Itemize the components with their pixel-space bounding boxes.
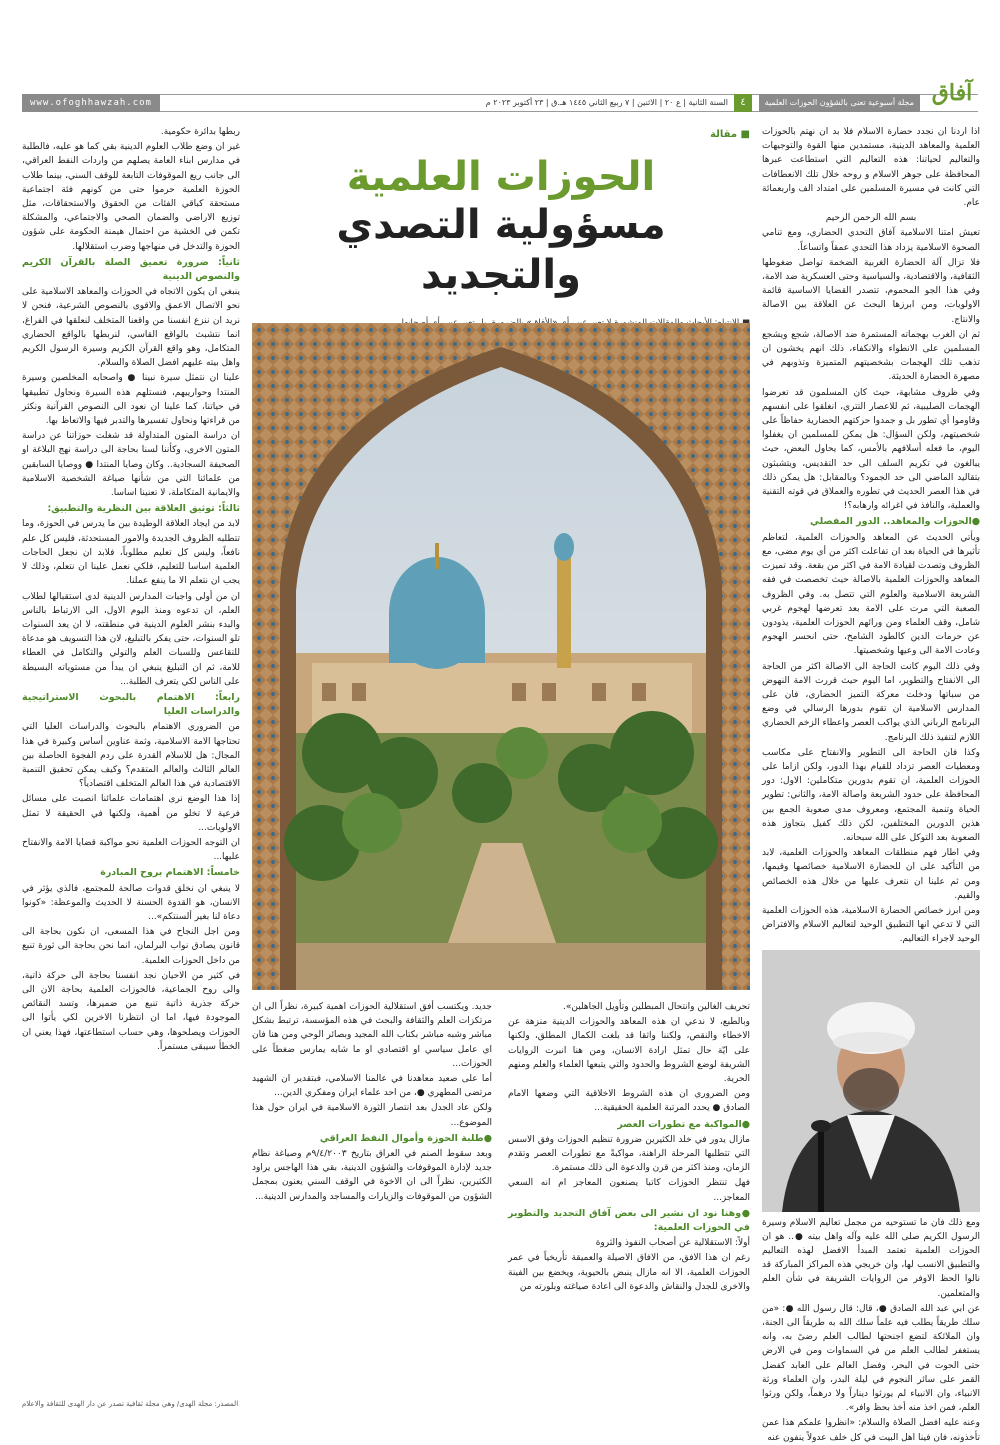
author-portrait [762, 950, 980, 1212]
paragraph: اذا اردنا ان نجدد حضارة الاسلام فلا بد ان نهتم بالحوزات العلمية والمعاهد الدينية، مستمدين منها القوة والتوجيهات والتعاليم لحياتنا: هذه التعاليم التي استطاعت عبرها المحافظة على جوهر الاسلام و روحه خلال تلك الانعطافات التي كانت في مسيرة المسلمين على امتداد الف واربعمائة عام. [762, 127, 980, 209]
paragraph: مازال يدور في خلد الكثيرين ضرورة تنظيم الحوزات وفق الاسس التي تتطلبها المرحلة الراهنة، مواكبةً مع تطورات العصر وتقدم الزمان، ومنذ اكثر من قرن والدعوة الى ذلك مستمرة. [508, 1134, 750, 1174]
paragraph: ومن الضروري ان هذه الشروط الاخلاقية التي وضعها الامام الصادق ● يحدد المرتبة العلمية الحقيقية... [508, 1089, 750, 1114]
paragraph: ينبغي ان يكون الاتجاه في الحوزات والمعاهد الاسلامية على نحو الاتصال الاعمق والاقوى بالنصوص الشرعية، فنحن لا نريد ان ننزع انفسنا من واقعنا المتخلف لنعلقها في الفراغ، انما نتشبث بالواقع القاسي، لنربطها بالواقع الحضاري المتكامل، وهو واقع القرآن الكريم وسيرة الرسول الكريم واهل بيته عليهم افضل الصلاة والسلام. [22, 287, 240, 369]
paragraph: لابد من ايجاد العلاقة الوطيدة بين ما يدرس في الحوزة، وما تتطلبه الظروف الجديدة والامور المستحدثة، فليس كل علم نافعاً، وليس كل تعليم مطلوباً، فلابد ان نجعل الحاجات العلمية اساسا للتعليم، فلكي نعمل علينا ان نتعلم، وذلك لا يجب ان نتعلم الا ما ينفع عملنا. [22, 519, 240, 587]
magazine-logo[interactable]: آفاق [931, 80, 973, 106]
portrait-image [762, 950, 980, 1212]
paragraph: تحريف الغالين وانتحال المبطلين وتأويل الجاهلين». [562, 1002, 750, 1012]
section-heading: ثانياً: ضرورة تعميق الصلة بالقرآن الكريم والنصوص الدينية [22, 256, 240, 283]
section-heading: رابعاً: الاهتمام بالبحوث الاستراتيجية والدراسات العليا [22, 691, 240, 718]
paragraph: وبالطبع، لا ندعي ان هذه المعاهد والحوزات الدينية منزهة عن الاخطاء والنقص، ولكننا واثقا قد بلغت الكمال المطلق، ولكنها على ايّة حال تمثل ارادة الانسان، ومن هنا انبرت الروايات الشريفة لوضع الشروط والحدود والتي يتبعها العلماء والعلم ومنهم الحرية. [508, 1017, 750, 1085]
section-heading: ثالثاً: توثيق العلاقة بين النظرية والتطبيق: [47, 503, 240, 515]
paragraph: غير ان وضع طلاب العلوم الدينية بقي كما هو عليه، فالطلبة في مدارس ابناء العامة يصلهم من واردات النفط العراقي، الى جانب ريع الموقوفات التابعة للوقف السني، بينما طلاب الحوزة العلمية حرموا حتى من كونهم فئة اجتماعية مستحقة كباقي الفئات من الحقوق والاستحقاقات، مثل توزيع الاراضي والضمان الصحي والاجتماعي، والمشكلة تكمن في الخشية من احتمال هيمنة الحكومة على شؤون الحوزة والتدخل في منهاجها وضرب استقلالها. [22, 142, 240, 252]
section-heading: ●المواكبة مع تطورات العصر [617, 1118, 750, 1130]
paragraph: وفي اطار فهم منطلقات المعاهد والحوزات العلمية، لابد من التأكيد على ان للحضارة الاسلامية خصائصها وقيمها، ومن ثم علينا ان نتعرف عليها من خلال هذه الخصائص والقيم. [762, 848, 980, 901]
paragraph: رغم ان هذا الافق، من الافاق الاصيلة والعميقة تأريخياً في عمر الحوزات العلمية، الا انه مازال ينبض بالحيوية، ويخضع بين الفينة والاخرى للجدل والنقاش والدعوة الى اعادة صياغته وبلورته من [508, 1253, 750, 1292]
article-title-line1: الحوزات العلمية [346, 154, 656, 200]
section-heading: ●وهنا نود ان نشير الى بعض آفاق التجديد والتطوير في الحوزات العلمية: [508, 1207, 750, 1234]
section-heading: خامساً: الاهتمام بروح المبادرة [100, 867, 240, 879]
article-kicker: ■ مقالة [710, 129, 750, 140]
paragraph: ويأتي الحديث عن المعاهد والحوزات العلمية، لتعاظم تأثيرها في الحياة بعد ان تفاعلت اكثر من أي يوم مضى، مع الظروف وتصدت لقيادة الامة في اكثر من بقعة. وقد تميزت المعاهد والحوزات العلمية بالاصالة حيث تخصصت في فقه الشريعة الاسلامية والعلوم التي تتصل به. وفي الظروف الصعبة التي مرت على الامة بعد تعرضها لهجوم غربي شامل، وقف العلماء ومن ورائهم الحوزات العلمية، يذودون عن حرمات الدين كالطود الشامخ، حتى انحسر الهجوم وعادت الامة الى وعيها وشخصيتها. [762, 532, 980, 657]
article-column-mid-left [252, 1000, 492, 1412]
website-link[interactable]: www.ofoghhawzah.com [22, 94, 160, 112]
paragraph: فلا تزال آلة الحضارة الغربية الضخمة تواصل ضغوطها الثقافية، والاقتصادية، والسياسية وحتى العسكرية ضد الامة، وفي هذا الجو المحموم، تتصدر القضايا الاساسية قائمة الاولويات، ومن ابرزها البحث عن العلاقة بين الاصالة والانتاج. [762, 257, 980, 325]
magazine-tagline: مجلة أسبوعية تعنى بالشؤون الحوزات العلمية [759, 94, 920, 112]
source-credit: المصدر: مجلة الهدى/ وهي مجلة ثقافية تصدر عن دار الهدى للثقافة والاعلام [22, 1400, 239, 1408]
paragraph: ان من أولى واجبات المدارس الدينية لدى استقبالها لطلاب العلم، ان تدعوه ومنذ اليوم الاول، الى الارتباط بالناس والبدء بنشر العلوم الدينية في منطقته، لا ان يعد السنوات تلو السنوات، حتى يفكر بالتبليغ، لان هذا التسويف هو مدعاة للتقاعس وللسبات العلم والتولي والتكامل في العطاء للامة، ثم ان التبليغ ينبغي ان يبدأ من مستوياته البسيطة على الناس لكي يتعرف الطلبة... [22, 591, 240, 687]
page-header [22, 82, 978, 116]
paragraph: ومن اجل النجاح في هذا المسعى، ان نكون بحاجة الى قانون يصادق نواب البرلمان، انما نحن بحاجة الى ثورة تنبع من داخل الحوزات العلمية. [22, 927, 240, 966]
paragraph: ثم ان الغرب بهجماته المستمرة ضد الاصالة، شجع ويشجع المسلمين على الانطواء والانكفاء، ذلك انهم يخشون ان تذهب تلك الهجمات بشخصيتهم المتميزة وتذوبهم في مصهرة الحضارة الحديثة. [762, 329, 980, 383]
article-title-line2: مسؤولية التصدي والتجديد [336, 202, 666, 298]
paragraph: وكذا فان الحاجة الى التطوير والانفتاح على مكاسب ومعطيات العصر تزداد للقيام بهذا الدور، ولكن ازاما على الحوزات العلمية، ان تقوم بدورين متكاملين: الاول: دور المحافظة على حدود الشريعة واصالة الامة، والثاني: تطوير الحياة وتنمية المجتمع، ومعروف مدى صعوبة الجمع بين هذين الدورين المختلفين، لكن ذلك كفيل بتجاوز هذه الصعوبة بعد التوكل على الله سبحانه. [762, 747, 980, 843]
article-column-left [22, 125, 240, 1410]
paragraph: لا ينبغي ان نخلق قدوات صالحة للمجتمع، فالذي يؤثر في الانسان، هو القدوة الحسنة لا الحديث والموعظة: «كونوا دعاة لنا بغير ألسنتكم»... [22, 883, 240, 922]
paragraph: أما على صعيد معاهدنا في عالمنا الاسلامي، فبتقدير ان الشهيد مرتضى المطهري ●، من احد علماء ايران ومفكري الدين... [252, 1074, 492, 1099]
article-column-mid-right [508, 1000, 750, 1412]
article-column-right [762, 125, 980, 1443]
paragraph: بسم الله الرحمن الرحيم [825, 213, 917, 224]
paragraph: إذا هذا الوضع نرى اهتمامات علمائنا انصبت على مسائل فرعية لا تخلو من أهمية، ولكنها في الحقيقة لا تمثل الاولويات... [22, 794, 240, 833]
paragraph: ولكن عاد الجدل بعد انتصار الثورة الاسلامية في ايران حول هذا الموضوع... [252, 1103, 492, 1128]
paragraph: ومع ذلك فان ما تستوحيه من مجمل تعاليم الاسلام وسيرة الرسول الكريم صلى الله عليه وآله واهل بيته ●.. هو ان الحوزات العلمية تعتمد المبدأ الافضل لهذه التعاليم والتطبيق الانسب لها، وان خريجي هذه المراكز المباركة قد نالوا الحظ الاوفر من الروايات الشريفة في شأن العلم والمتعلمين. [762, 1217, 980, 1299]
paragraph: ومن ابرز خصائص الحضارة الاسلامية، هذه الحوزات العلمية التي لا تدعي انها التطبيق الوحيد لتعاليم الاسلام والافتراض الوحيد لاجراء التعاليم. [762, 905, 980, 945]
page-number: ٤ [734, 94, 752, 112]
paragraph: تعيش امتنا الاسلامية آفاق التحدي الحضاري، ومع تنامي الصحوة الاسلامية يزداد هذا التحدي عمقاً واتساعاً. [762, 228, 980, 253]
paragraph: من الضروري الاهتمام بالبحوث والدراسات العليا التي تحتاجها الامة الاسلامية، وثمة عناوين أساس وكبيرة في هذا المجال: هل للاسلام القدرة على ردم الفجوة الحاصلة بين العالم الثالث والعالم المتقدم؟ وكيف يمكن تحقيق التنمية الاقتصادية في هذا العالم المتخلف اقتصادياً؟ [22, 722, 240, 790]
paragraph: أولاً: الاستقلالية عن أصحاب النفوذ والثروة [595, 1238, 750, 1249]
hawza-courtyard-photo [252, 323, 750, 990]
paragraph: فهل تنتظر الحوزات كاتبا يصنعون المعاجز ام انه السعي المعاجز... [508, 1178, 750, 1203]
paragraph: ربطها بدائرة حكومية. [160, 127, 240, 137]
paragraph: عن ابي عبد الله الصادق ●، قال: قال رسول الله ●: «من سلك طريقاً يطلب فيه علماً سلك الله به طريقاً الى الجنة، وان الملائكة لتضع اجنحتها لطالب العلم رضىً به، وانه يستغفر لطالب العلم من في السماوات ومن في الارض حتى الحوت في البحر، وفضل العالم على العابد كفضل القمر على سائر النجوم في ليلة البدر، وان العلماء ورثة الانبياء، وان الانبياء لم يورثوا ديناراً ولا درهماً، ولكن ورثوا العلم، فمن اخذ منه أخذ بحظ وافر». [762, 1303, 980, 1414]
section-heading: ●طلبة الحوزة وأموال النفط العراقي [319, 1132, 492, 1144]
paragraph: جديد. ويكتسب أفق استقلالية الحوزات اهمية كبيرة، نظراً الى ان مرتكزات العلم والثقافة والبحث في هذه المؤسسة، ترتبط بشكل مباشر وشبه مباشر بكتاب الله المجيد وبصائر الوحي ومن هنا فان اي عامل سياسي او اقتصادي او ما شابه يمارس ضغطاً على الحوزات... [252, 1002, 492, 1069]
paragraph: في كثير من الاحيان نجد انفسنا بحاجة الى حركة ذاتية، والى روح الجماعية، فالحوزات العلمية بحاجة الان الى حركة جذرية ذاتية تنبع من ضميرها، وتسد النقائص الموجودة فيها، اما ان انتظرنا الاخرين لكي يأتوا الى الحوزات ويصلحوها، وهي حساب استطاعتها، فهذا يعني ان الخطأ سيبقى مستمراً. [22, 970, 240, 1052]
issue-info: السنة الثانية | ع ٢٠ | الاثنين | ٧ ربيع الثاني ١٤٤٥ هـ.ق | ٢٣ أكتوبر ٢٠٢٣ م [485, 98, 728, 107]
paragraph: ان دراسة المتون المتداولة قد شغلت حوزاتنا عن دراسة المتون الاخرى، وكأننا لسنا بحاجة الى دراسة نهج البلاغة او الصحيفة السجادية.. وكان وصايا المنتدا ● ووصايا السابقين من علمائنا التي من شأنها صياغة الشخصية الاسلامية والايمانية المتكاملة، لا تعنينا اساسا. [22, 431, 240, 499]
photo-image [252, 323, 750, 990]
section-heading: ●الحوزات والمعاهد.. الدور المفصلي [810, 516, 980, 528]
paragraph: وفي ظروف مشابهة، حيث كان المسلمون قد تعرضوا الهجمات الصليبية، ثم للاعصار التتري، انغلقوا على انفسهم وقاوموا أي تطور بل و جمدوا حركتهم الحضارية حفاظاً على شخصيتهم، ولكن السؤال: هل يمكن للمسلمين ان يغفلوا اليوم، ما فعله أسلافهم بالأمس، كما يحاول البعض، حيث يبالغون في تكريم السلف الى حد التقديس، ويتشبثون بتقاليد الماضي الى حد الجمود؟ وبالمقابل: هل يمكن ذلك في هذا العصر الحديث في تطوره والعملاق في قوته التقنية والعملية، والنافذ في اغرائه وارهابه؟! [762, 387, 980, 512]
paragraph: علينا ان نتمثل سيرة نبينا ● واصحابه المخلصين وسيرة المنتدا وحوارييهم، فنستلهم هذه السيرة ونحاول تطبيقها في حياتنا، كما علينا ان نعود الى النصوص القرآنية ونكثر من قراءتها ونحاول تفسيرها والتدبر فيها والاتعاظ بها. [22, 373, 240, 427]
paragraph: وعنه عليه افضل الصلاة والسلام: «انظروا علمكم هذا عمن تأخذونه، فان فينا اهل البيت في كل خلف عدولاً ينفون عنه [762, 1418, 980, 1443]
paragraph: ان التوجه الحوزات العلمية نحو مواكبة قضايا الامة والانفتاح عليها... [22, 837, 240, 863]
paragraph: وفي ذلك اليوم كانت الحاجة الى الاصالة اكثر من الحاجة الى الانفتاح والتطوير، اما اليوم حيث قررت الامة النهوض من سباتها ودخلت معركة التميز الحضاري، فان على المدارس الاسلامية ان تقوم بدورها الرسالي في وضع البرنامج الرباني الذي يواكب العصر واعطاء الزخم الحضاري اللازم لتنفيذ ذلك البرنامج. [762, 661, 980, 743]
article-header [252, 125, 750, 354]
paragraph: وبعد سقوط الصنم في العراق بتاريخ ٩/٤/٢٠٠٣م وصياغة نظام جديد لإدارة الموقوفات والشؤون الدينية، بقي هذا الهاجس يراود الكثيرين، نظراً الى ان الاخوة في الوقف السني يعنون بمجمل الشؤون من الموقوفات والزيارات والمساجد والمدارس الدينية... [252, 1149, 492, 1202]
